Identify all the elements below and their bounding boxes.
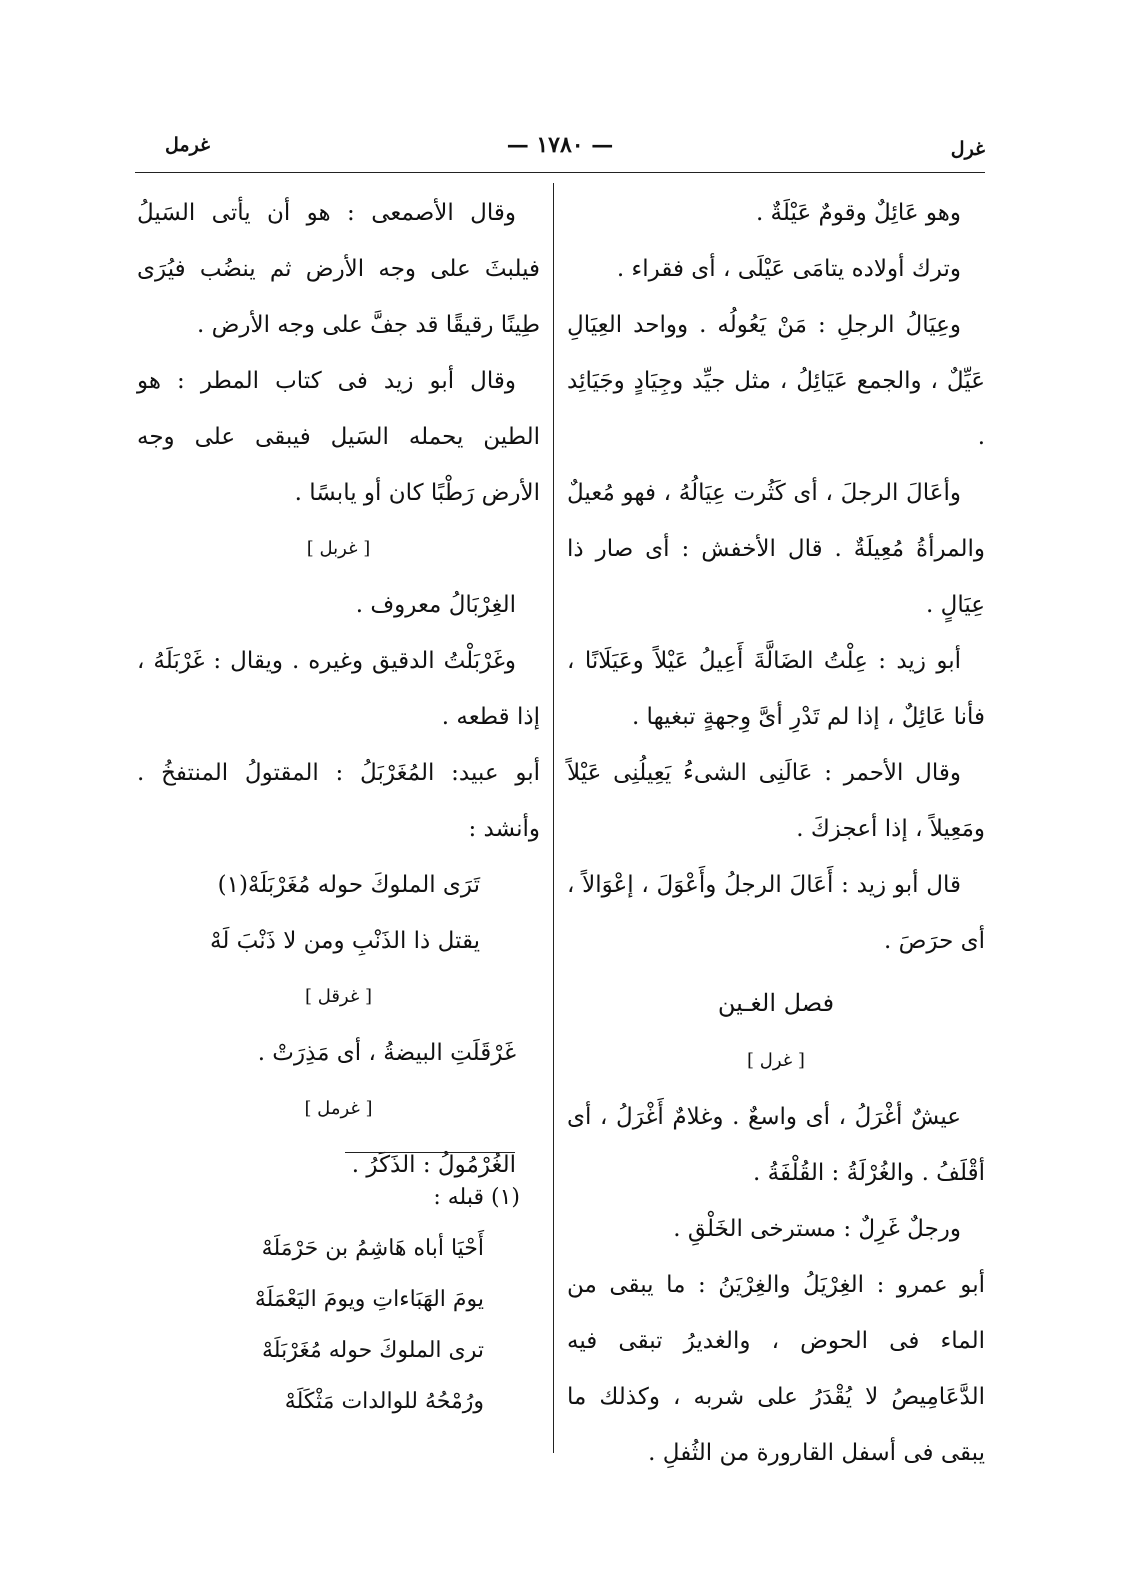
entry-heading: [ غربل ] bbox=[306, 538, 371, 559]
paragraph: أبو عبيد: المُغَرْبَلُ : المقتولُ المنتفخُ . وأنشد : bbox=[137, 760, 540, 842]
column-divider bbox=[553, 183, 554, 1453]
entry-heading: [ غرمل ] bbox=[304, 1098, 373, 1119]
footnote-verse: ورُمْحُهُ للوالدات مَثْكَلَهْ bbox=[284, 1389, 484, 1414]
paragraph: ورجلٌ غَرِلٌ : مسترخى الخَلْقِ . bbox=[673, 1216, 961, 1242]
paragraph: وترك أولاده يتامَى عَيْلَى ، أى فقراء . bbox=[616, 256, 961, 282]
right-column bbox=[567, 185, 985, 1481]
footnote-label: (١) قبله : bbox=[433, 1185, 520, 1210]
paragraph: أبو زيد : عِلْتُ الضَالَّةَ أَعِيلُ عَيْلاً وعَيَلَانًا ، فأنا عَائِلٌ ، إذا لم تَدْرِ أىَّ وِجهةٍ تبغيها . bbox=[567, 648, 985, 730]
paragraph: وعِيَالُ الرجلِ : مَنْ يَعُولُه . وواحد العِيَالِ عَيِّلٌ ، والجمع عَيَائِلُ ، مثل جيِّد وجِيَادٍ وجَيَائِد . bbox=[567, 312, 985, 450]
footnote bbox=[230, 1172, 520, 1427]
paragraph: قال أبو زيد : أَعَالَ الرجلُ وأَعْوَلَ ، إعْوَالاً ، أى حرَصَ . bbox=[567, 872, 985, 954]
paragraph: الغِرْبَالُ معروف . bbox=[355, 592, 516, 618]
verse-line: يقتل ذا الذَنْبِ ومن لا ذَنْبَ لَهْ bbox=[210, 928, 480, 954]
paragraph: وهو عَائِلٌ وقومٌ عَيْلَةٌ . bbox=[755, 200, 961, 226]
left-column bbox=[137, 185, 540, 1193]
paragraph: وأعَالَ الرجلَ ، أى كَثُرت عِيَالُهُ ، فهو مُعيلٌ والمرأةُ مُعِيلَةٌ . قال الأخفش : أى صار ذا عِيَالٍ . bbox=[567, 480, 985, 618]
section-title: فصل الغـين bbox=[717, 989, 835, 1017]
entry-heading: [ غرل ] bbox=[747, 1050, 805, 1071]
paragraph: وقال أبو زيد فى كتاب المطر : هو الطين يحمله السَيل فيبقى على وجه الأرض رَطْبًا كان أو يابسًا . bbox=[137, 368, 540, 506]
paragraph: وقال الأصمعى : هو أن يأتى السَيلُ فيلبثَ على وجه الأرض ثم ينضُب فيُرَى طِينًا رقيقًا قد جفَّ على وجه الأرض . bbox=[137, 200, 540, 338]
page-header bbox=[135, 128, 985, 168]
footnote-verse: يومَ الهَبَاءاتِ ويومَ اليَعْمَلَهْ bbox=[254, 1287, 484, 1312]
verse-line: تَرَى الملوكَ حوله مُغَرْبَلَهْ(١) bbox=[217, 872, 480, 898]
footnote-verse: أَحْيَا أباه هَاشِمُ بن حَرْمَلَهْ bbox=[261, 1236, 484, 1261]
paragraph: عيشٌ أغْرَلُ ، أى واسعٌ . وغلامٌ أَغْرَلُ ، أى أقْلَفُ . والغُرْلَةُ : القُلْفَةُ . bbox=[567, 1104, 985, 1186]
header-rule bbox=[135, 172, 985, 173]
footnote-rule bbox=[345, 1152, 515, 1153]
entry-heading: [ غرقل ] bbox=[304, 986, 373, 1007]
paragraph: وقال الأحمر : عَالَنِى الشىءُ يَعِيلُنِى عَيْلاً ومَعِيلاً ، إذا أعجزكَ . bbox=[567, 760, 985, 842]
header-right-keyword: غرل bbox=[950, 138, 985, 160]
page-number: — ١٧٨٠ — bbox=[506, 132, 614, 158]
paragraph: أبو عمرو : الغِرْيَلُ والغِرْيَنُ : ما يبقى من الماء فى الحوض ، والغديرُ تبقى فيه الدَّعَامِيصُ لا يُقْدَرُ على شربه ، وكذلك ما يبقى فى أسفل القارورة من الثُفلِ . bbox=[567, 1272, 985, 1466]
footnote-verse: ترى الملوكَ حوله مُغَرْبَلَهْ bbox=[262, 1338, 484, 1363]
paragraph: الغُرْمُولُ : الذَكَرُ . bbox=[351, 1152, 516, 1178]
paragraph: وغَرْبَلْتُ الدقيق وغيره . ويقال : غَرْبَلَهُ ، إذا قطعه . bbox=[137, 648, 540, 730]
header-left-keyword: غرمل bbox=[165, 134, 210, 156]
paragraph: غَرْقَلَتِ البيضةُ ، أى مَذِرَتْ . bbox=[257, 1040, 516, 1066]
